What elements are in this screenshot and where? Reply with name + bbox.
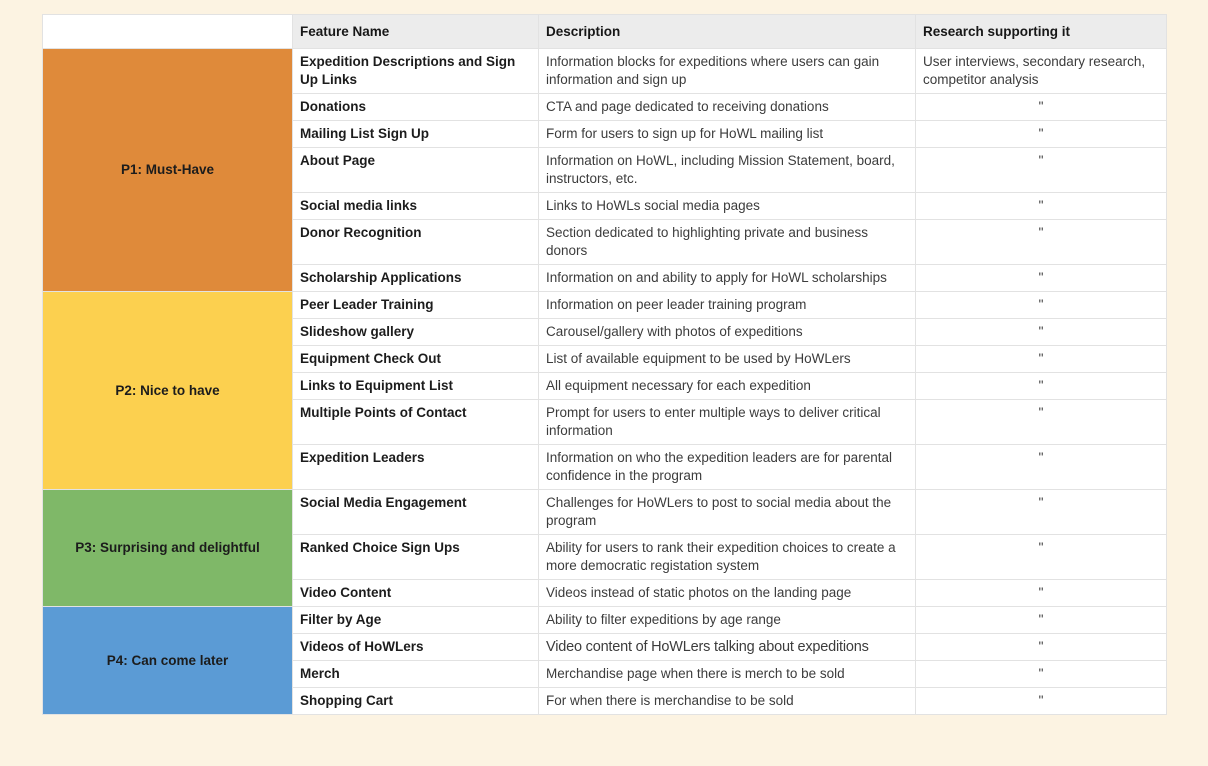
research-cell: User interviews, secondary research, competitor analysis [916,49,1167,94]
description-cell: Information on who the expedition leaders are for parental confidence in the program [539,445,916,490]
description-cell: Information on and ability to apply for HoWL scholarships [539,265,916,292]
feature-cell: Peer Leader Training [293,292,539,319]
research-ditto-cell: " [916,535,1167,580]
description-cell: Video content of HoWLers talking about expeditions [539,634,916,661]
description-cell: Information on peer leader training program [539,292,916,319]
research-ditto-cell: " [916,319,1167,346]
feature-cell: Videos of HoWLers [293,634,539,661]
feature-cell: Ranked Choice Sign Ups [293,535,539,580]
feature-cell: Donations [293,94,539,121]
description-cell: Videos instead of static photos on the landing page [539,580,916,607]
feature-cell: About Page [293,148,539,193]
research-ditto-cell: " [916,607,1167,634]
feature-cell: Slideshow gallery [293,319,539,346]
research-ditto-cell: " [916,346,1167,373]
description-cell: For when there is merchandise to be sold [539,688,916,715]
description-cell: Carousel/gallery with photos of expeditions [539,319,916,346]
table-row [43,292,1167,319]
description-cell: Form for users to sign up for HoWL mailing list [539,121,916,148]
description-cell: Ability for users to rank their expedition choices to create a more democratic registation system [539,535,916,580]
feature-cell: Scholarship Applications [293,265,539,292]
description-cell: All equipment necessary for each expedition [539,373,916,400]
priority-cell: P1: Must-Have [43,49,293,292]
feature-cell: Video Content [293,580,539,607]
feature-cell: Expedition Descriptions and Sign Up Links [293,49,539,94]
research-ditto-cell: " [916,661,1167,688]
feature-cell: Mailing List Sign Up [293,121,539,148]
feature-cell: Social media links [293,193,539,220]
priority-cell: P3: Surprising and delightful [43,490,293,607]
description-cell: List of available equipment to be used by HoWLers [539,346,916,373]
description-cell: Information blocks for expeditions where users can gain information and sign up [539,49,916,94]
feature-cell: Multiple Points of Contact [293,400,539,445]
description-cell: Challenges for HoWLers to post to social media about the program [539,490,916,535]
description-cell: Information on HoWL, including Mission Statement, board, instructors, etc. [539,148,916,193]
column-header-feature-name: Feature Name [293,15,539,49]
research-ditto-cell: " [916,193,1167,220]
table-row [43,607,1167,634]
research-ditto-cell: " [916,121,1167,148]
research-ditto-cell: " [916,148,1167,193]
feature-cell: Filter by Age [293,607,539,634]
description-cell: CTA and page dedicated to receiving donations [539,94,916,121]
feature-cell: Links to Equipment List [293,373,539,400]
research-ditto-cell: " [916,688,1167,715]
feature-cell: Social Media Engagement [293,490,539,535]
description-cell: Prompt for users to enter multiple ways to deliver critical information [539,400,916,445]
research-ditto-cell: " [916,445,1167,490]
priority-matrix-table [42,14,1167,715]
description-cell: Section dedicated to highlighting private and business donors [539,220,916,265]
description-cell: Merchandise page when there is merch to be sold [539,661,916,688]
feature-cell: Shopping Cart [293,688,539,715]
priority-cell: P4: Can come later [43,607,293,715]
column-header-research: Research supporting it [916,15,1167,49]
research-ditto-cell: " [916,400,1167,445]
feature-cell: Equipment Check Out [293,346,539,373]
description-cell: Ability to filter expeditions by age range [539,607,916,634]
corner-cell [43,15,293,49]
feature-cell: Donor Recognition [293,220,539,265]
header-row [43,15,1167,49]
column-header-description: Description [539,15,916,49]
research-ditto-cell: " [916,265,1167,292]
research-ditto-cell: " [916,580,1167,607]
research-ditto-cell: " [916,220,1167,265]
research-ditto-cell: " [916,292,1167,319]
research-ditto-cell: " [916,634,1167,661]
research-ditto-cell: " [916,373,1167,400]
feature-cell: Merch [293,661,539,688]
table-row [43,490,1167,535]
research-ditto-cell: " [916,94,1167,121]
priority-cell: P2: Nice to have [43,292,293,490]
research-ditto-cell: " [916,490,1167,535]
table-row [43,49,1167,94]
feature-cell: Expedition Leaders [293,445,539,490]
description-cell: Links to HoWLs social media pages [539,193,916,220]
